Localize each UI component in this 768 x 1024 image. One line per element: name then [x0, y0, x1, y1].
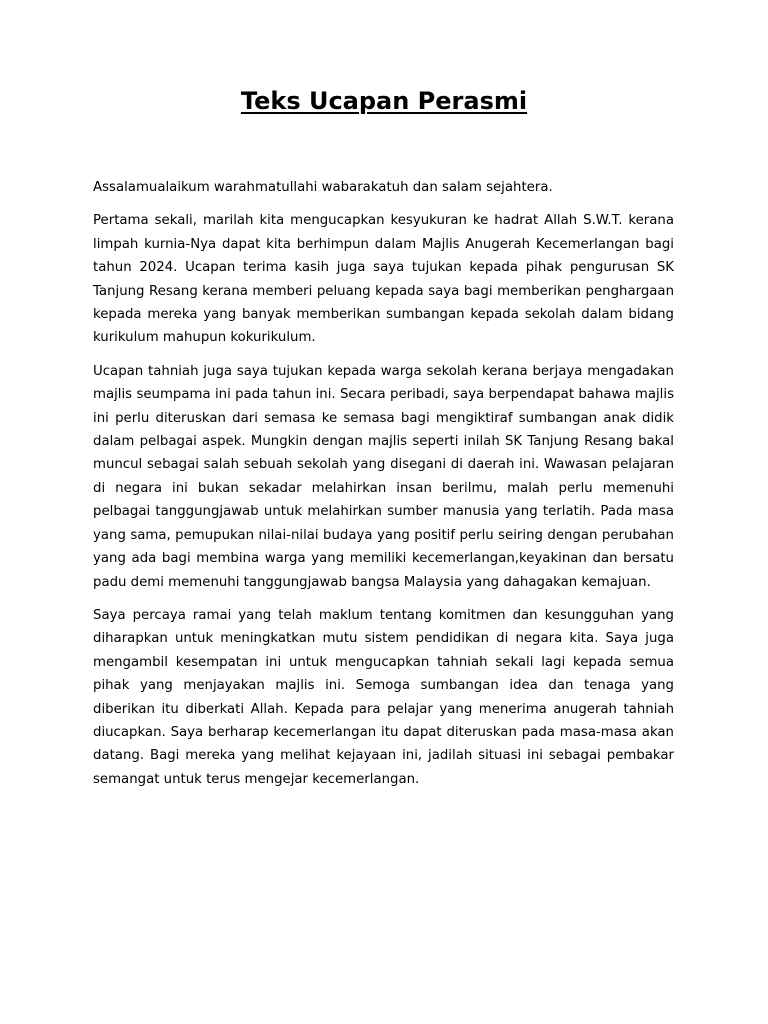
- paragraph-gratitude: Pertama sekali, marilah kita mengucapkan kesyukuran ke hadrat Allah S.W.T. kerana limpah kurnia-Nya dapat kita berhimpun dalam Majlis Anugerah Kecemerlangan bagi tahun 2024. Ucapan terima kasih juga saya tujukan kepada pihak pengurusan SK Tanjung Resang kerana memberi peluang kepada saya bagi memberikan penghargaan kepada mereka yang banyak memberikan sumbangan kepada sekolah dalam bidang kurikulum mahupun kokurikulum.: [93, 213, 674, 346]
- paragraph-congratulations: Ucapan tahniah juga saya tujukan kepada warga sekolah kerana berjaya mengadakan majlis seumpama ini pada tahun ini. Secara peribadi, saya berpendapat bahawa majlis ini perlu diteruskan dari semasa ke semasa bagi mengiktiraf sumbangan anak didik dalam pelbagai aspek. Mungkin dengan majlis seperti inilah SK Tanjung Resang bakal muncul sebagai salah sebuah sekolah yang disegani di daerah ini. Wawasan pelajaran di negara ini bukan sekadar melahirkan insan berilmu, malah perlu memenuhi pelbagai tanggungjawab untuk melahirkan sumber manusia yang terlatih. Pada masa yang sama, pemupukan nilai-nilai budaya yang positif perlu seiring dengan perubahan yang ada bagi membina warga yang memiliki kecemerlangan,keyakinan dan bersatu padu demi memenuhi tanggungjawab bangsa Malaysia yang dahagakan kemajuan.: [93, 363, 674, 590]
- paragraph-greeting: Assalamualaikum warahmatullahi wabarakatuh dan salam sejahtera.: [93, 180, 553, 195]
- document-title-text: Teks Ucapan Perasmi: [240, 87, 528, 115]
- document-body: [93, 176, 674, 801]
- document-title: [0, 86, 768, 116]
- paragraph-closing: Saya percaya ramai yang telah maklum tentang komitmen dan kesungguhan yang diharapkan untuk meningkatkan mutu sistem pendidikan di negara kita. Saya juga mengambil kesempatan ini untuk mengucapkan tahniah sekali lagi kepada semua pihak yang menjayakan majlis ini. Semoga sumbangan idea dan tenaga yang diberikan itu diberkati Allah. Kepada para pelajar yang menerima anugerah tahniah diucapkan. Saya berharap kecemerlangan itu dapat diteruskan pada masa-masa akan datang. Bagi mereka yang melihat kejayaan ini, jadilah situasi ini sebagai pembakar semangat untuk terus mengejar kecemerlangan.: [93, 607, 674, 787]
